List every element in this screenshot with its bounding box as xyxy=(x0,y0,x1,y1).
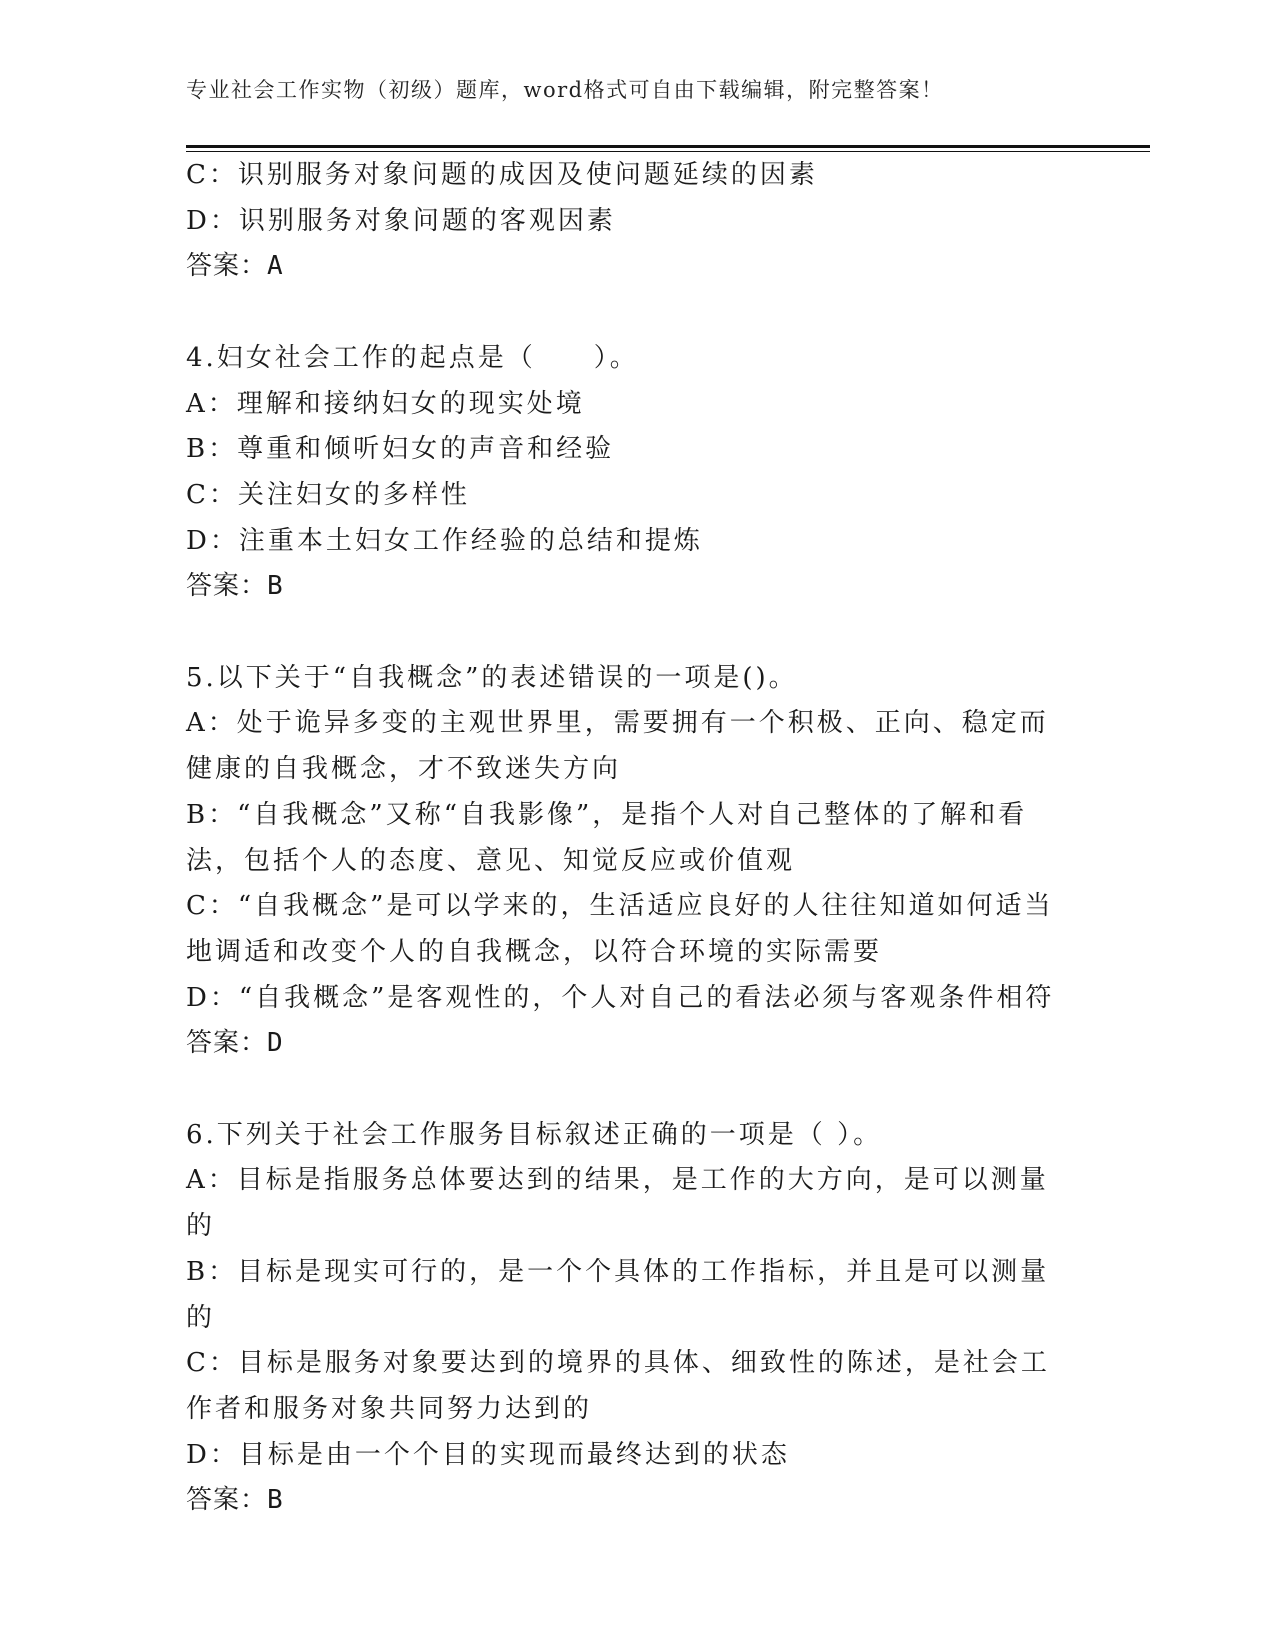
question-stem: 5.以下关于“自我概念”的表述错误的一项是()。 xyxy=(186,662,798,693)
answer: 答案：A xyxy=(186,251,284,282)
question-list xyxy=(186,153,1076,1524)
question-3-continued xyxy=(186,153,1076,290)
option-c: C：目标是服务对象要达到的境界的具体、细致性的陈述，是社会工作者和服务对象共同努力达到的 xyxy=(186,1348,1050,1424)
question-4 xyxy=(186,336,1076,610)
question-stem: 4.妇女社会工作的起点是（ ）。 xyxy=(186,342,639,373)
option-b: B：尊重和倾听妇女的声音和经验 xyxy=(186,434,615,465)
question-stem: 6.下列关于社会工作服务目标叙述正确的一项是（ ）。 xyxy=(186,1119,883,1150)
answer: 答案：B xyxy=(186,571,284,602)
answer: 答案：B xyxy=(186,1485,284,1516)
option-d: D：识别服务对象问题的客观因素 xyxy=(186,205,616,236)
question-5 xyxy=(186,656,1076,1067)
option-c: C：“自我概念”是可以学来的，生活适应良好的人往往知道如何适当地调适和改变个人的自我概念，以符合环境的实际需要 xyxy=(186,891,1054,967)
option-b: B：“自我概念”又称“自我影像”，是指个人对自己整体的了解和看法，包括个人的态度、意见、知觉反应或价值观 xyxy=(186,799,1028,876)
option-a: A：目标是指服务总体要达到的结果，是工作的大方向，是可以测量的 xyxy=(186,1165,1049,1242)
option-c: C：识别服务对象问题的成因及使问题延续的因素 xyxy=(186,160,818,190)
option-c: C：关注妇女的多样性 xyxy=(186,479,470,510)
option-d: D：“自我概念”是客观性的，个人对自己的看法必须与客观条件相符 xyxy=(186,982,1055,1013)
option-d: D：目标是由一个个目的实现而最终达到的状态 xyxy=(186,1439,790,1470)
question-6 xyxy=(186,1113,1076,1524)
option-a: A：理解和接纳妇女的现实处境 xyxy=(186,388,585,419)
header-rule xyxy=(186,145,1150,151)
option-b: B：目标是现实可行的，是一个个具体的工作指标，并且是可以测量的 xyxy=(186,1256,1050,1333)
answer: 答案：D xyxy=(186,1028,284,1059)
option-a: A：处于诡异多变的主观世界里，需要拥有一个积极、正向、稳定而健康的自我概念，才不致迷失方向 xyxy=(186,708,1049,785)
option-d: D：注重本土妇女工作经验的总结和提炼 xyxy=(186,525,703,556)
page-header: 专业社会工作实物（初级）题库，word格式可自由下载编辑，附完整答案！ xyxy=(186,78,944,102)
